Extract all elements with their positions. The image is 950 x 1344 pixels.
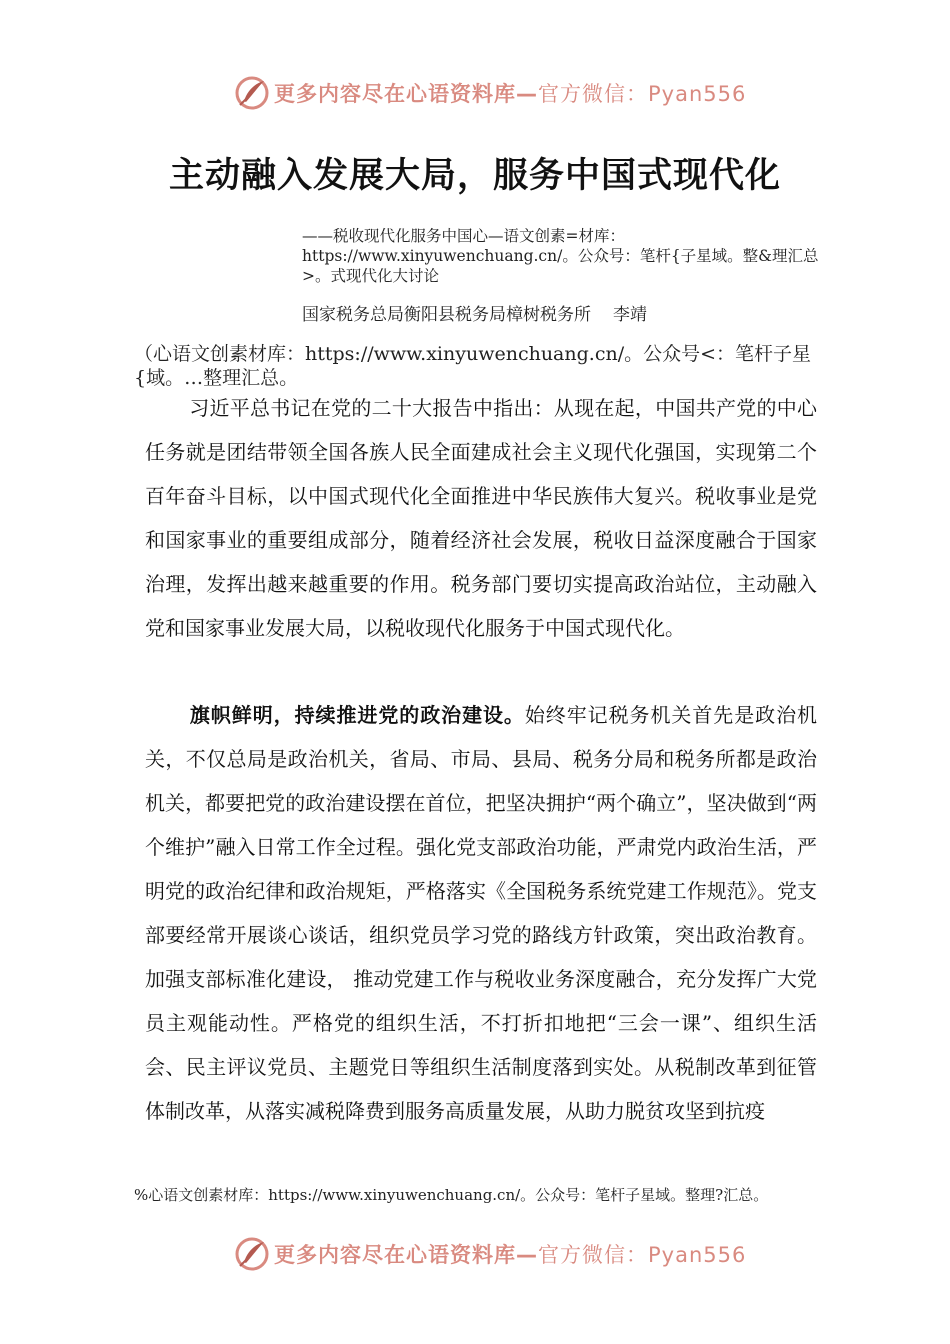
page-title: 主动融入发展大局，服务中国式现代化: [168, 156, 781, 196]
paragraph-2: [145, 693, 817, 1133]
footer-note: %心语文创素材库：https://www.xinyuwenchuang.cn/。公众号：笔杆子星域。整理?汇总。: [134, 1186, 769, 1204]
source-note: （心语文创素材库：https://www.xinyuwenchuang.cn/。公众号<：笔杆子星{域。…整理汇总。: [134, 343, 812, 389]
byline-author: 李靖: [613, 305, 647, 325]
paragraph-2-heading: 旗帜鲜明，持续推进党的政治建设。: [189, 703, 525, 727]
byline-org: 国家税务总局衡阳县税务局樟树税务所: [302, 305, 591, 325]
byline: [302, 300, 802, 325]
feather-logo-icon: [234, 1236, 270, 1272]
paragraph-2-text: 始终牢记税务机关首先是政治机关，不仅总局是政治机关，省局、市局、县局、税务分局和税务所都是政治机关，都要把党的政治建设摆在首位，把坚决拥护“两个确立”，坚决做到“两个维护”融入日常工作全过程。强化党支部政治功能，严肃党内政治生活，严明党的政治纪律和政治规矩，严格落实《全国税务系统党建工作规范》。党支部要经常开展谈心谈话，组织党员学习党的路线方针政策，突出政治教育。加强支部标准化建设， 推动党建工作与税收业务深度融合，充分发挥广大党员主观能动性。严格党的组织生活，不打折扣地把“三会一课”、组织生活会、民主评议党员、主题党日等组织生活制度落到实处。从税制改革到征管体制改革，从落实减税降费到服务高质量发展，从助力脱贫攻坚到抗疫: [145, 703, 818, 1123]
subtitle: ——税收现代化服务中国心—语文创素=材库：https://www.xinyuwenchuang.cn/。公众号：笔杆{子星域。整&理汇总>。式现代化大讨论: [302, 227, 819, 285]
paragraph-1-text: 习近平总书记在党的二十大报告中指出：从现在起，中国共产党的中心任务就是团结带领全国各族人民全面建成社会主义现代化强国，实现第二个百年奋斗目标，以中国式现代化全面推进中华民族伟大复兴。税收事业是党和国家事业的重要组成部分，随着经济社会发展，税收日益深度融合于国家治理，发挥出越来越重要的作用。税务部门要切实提高政治站位，主动融入党和国家事业发展大局，以税收现代化服务于中国式现代化。: [145, 396, 817, 640]
header-banner: [234, 72, 754, 114]
feather-logo-icon: [234, 75, 270, 111]
banner-text: 更多内容尽在心语资料库—官方微信：Pyan556: [274, 82, 747, 106]
footer-banner: [234, 1233, 754, 1275]
paragraph-1: [145, 386, 817, 650]
banner-text: 更多内容尽在心语资料库—官方微信：Pyan556: [274, 1243, 747, 1267]
